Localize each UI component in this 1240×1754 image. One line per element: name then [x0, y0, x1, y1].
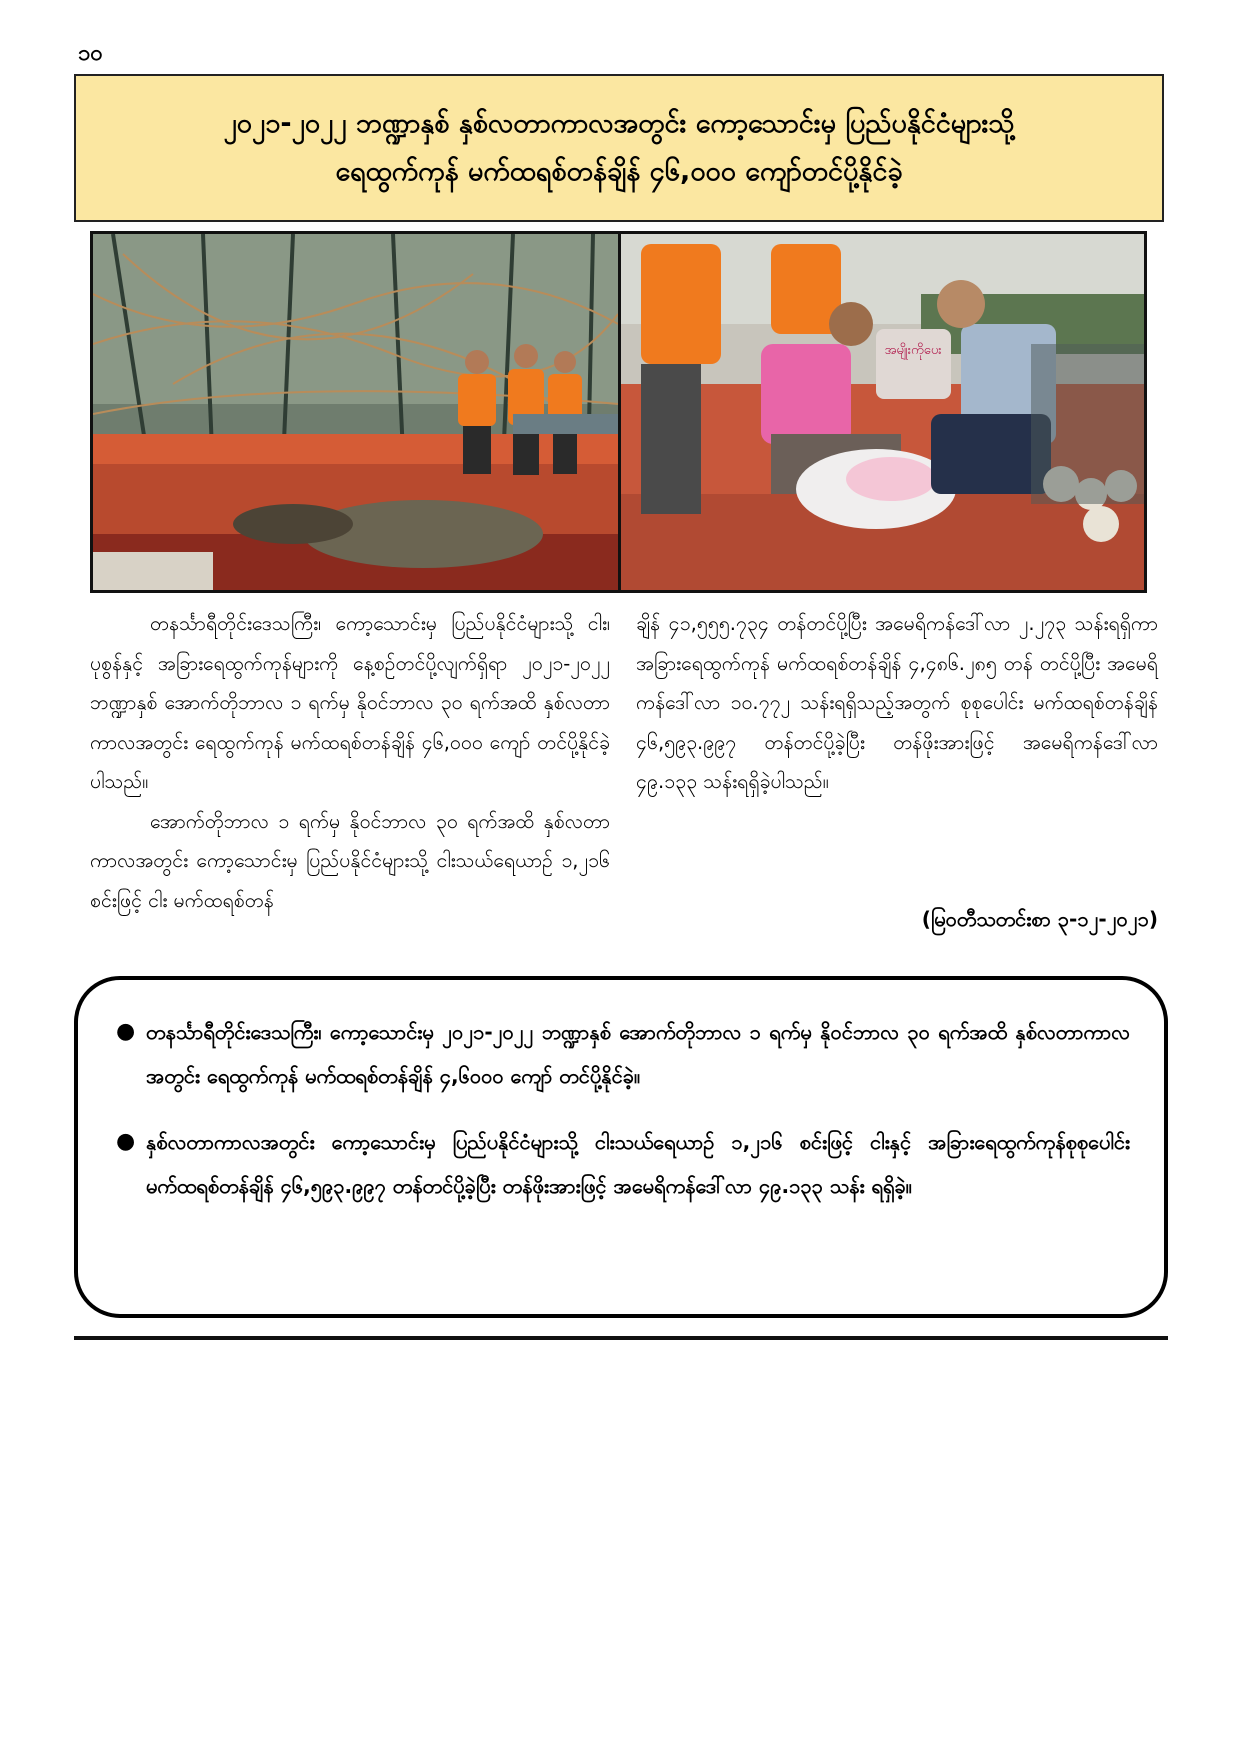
article-column-left: [90, 604, 610, 920]
headline-line-1: ၂၀၂၁-၂၀၂၂ ဘဏ္ဍာနှစ် နှစ်လတာကာလအတွင်း ကော့သောင်းမှ ပြည်ပနိုင်ငံများသို့: [223, 108, 1015, 139]
headline-box: [74, 74, 1164, 222]
page-number: ၁၀: [78, 41, 103, 66]
photo-fishing-boat-deck: [93, 234, 618, 590]
summary-item: [116, 1120, 1130, 1208]
bottom-rule: [74, 1336, 1168, 1340]
article-paragraph: အောက်တိုဘာလ ၁ ရက်မှ နိုဝင်ဘာလ ၃၀ ရက်အထိ နှစ်လတာကာလအတွင်း ကော့သောင်းမှ ပြည်ပနိုင်ငံများသို့ ငါးသယ်ရေယာဉ် ၁,၂၁၆ စင်းဖြင့် ငါး မက်ထရစ်တန်: [90, 809, 610, 912]
article-paragraph: ချိန် ၄၁,၅၅၅.၇၃၄ တန်တင်ပို့ပြီး အမေရိကန်ဒေါ်လာ ၂.၂၇၃ သန်းရရှိကာ အခြားရေထွက်ကုန် မက်ထရစ်တန်ချိန် ၄,၄၈၆.၂၈၅ တန် တင်ပို့ပြီး အမေရိကန်ဒေါ်လာ ၁၀.၇၇၂ သန်းရရှိသည့်အတွက် စုစုပေါင်း မက်ထရစ်တန်ချိန် ၄၆,၅၉၃.၉၉၇ တန်တင်ပို့ခဲ့ပြီး တန်ဖိုးအားဖြင့် အမေရိကန်ဒေါ်လာ ၄၉.၁၃၃ သန်းရရှိခဲ့ပါသည်။: [636, 612, 1158, 793]
photo-sign-text: အမျိုးကိုပေး: [884, 343, 942, 358]
article-column-right: [636, 604, 1158, 802]
photo-strip: [90, 231, 1147, 593]
summary-box: [74, 976, 1168, 1318]
summary-item: [116, 1010, 1130, 1098]
summary-text: နှစ်လတာကာလအတွင်း ကော့သောင်းမှ ပြည်ပနိုင်ငံများသို့ ငါးသယ်ရေယာဉ် ၁,၂၁၆ စင်းဖြင့် ငါးနှင့် အခြားရေထွက်ကုန်စုစုပေါင်း မက်ထရစ်တန်ချိန် ၄၆,၅၉၃.၉၉၇ တန်တင်ပို့ခဲ့ပြီး တန်ဖိုးအားဖြင့် အမေရိကန်ဒေါ်လာ ၄၉.၁၃၃ သန်း ရရှိခဲ့။: [146, 1130, 1130, 1198]
photo-inspection-on-deck: [621, 234, 1144, 590]
source-citation: (မြဝတီသတင်းစာ ၃-၁၂-၂၀၂၁): [921, 907, 1158, 931]
bullet-icon: ●: [116, 1129, 136, 1154]
headline-line-2: ရေထွက်ကုန် မက်ထရစ်တန်ချိန် ၄၆,၀၀၀ ကျော်တင်ပို့နိုင်ခဲ့: [335, 156, 903, 187]
bullet-icon: ●: [116, 1019, 136, 1044]
summary-text: တနင်္သာရီတိုင်းဒေသကြီး၊ ကော့သောင်းမှ ၂၀၂၁-၂၀၂၂ ဘဏ္ဍာနှစ် အောက်တိုဘာလ ၁ ရက်မှ နိုဝင်ဘာလ ၃၀ ရက်အထိ နှစ်လတာကာလအတွင်း ရေထွက်ကုန် မက်ထရစ်တန်ချိန် ၄,၆၀၀၀ ကျော် တင်ပို့နိုင်ခဲ့။: [146, 1020, 1130, 1088]
article-paragraph: တနင်္သာရီတိုင်းဒေသကြီး၊ ကော့သောင်းမှ ပြည်ပနိုင်ငံများသို့ ငါး၊ ပုစွန်နှင့် အခြားရေထွက်ကုန်များကို နေ့စဉ်တင်ပို့လျက်ရှိရာ ၂၀၂၁-၂၀၂၂ ဘဏ္ဍာနှစ် အောက်တိုဘာလ ၁ ရက်မှ နိုဝင်ဘာလ ၃၀ ရက်အထိ နှစ်လတာကာလအတွင်း ရေထွက်ကုန် မက်ထရစ်တန်ချိန် ၄၆,၀၀၀ ကျော် တင်ပို့နိုင်ခဲ့ပါသည်။: [90, 612, 610, 793]
